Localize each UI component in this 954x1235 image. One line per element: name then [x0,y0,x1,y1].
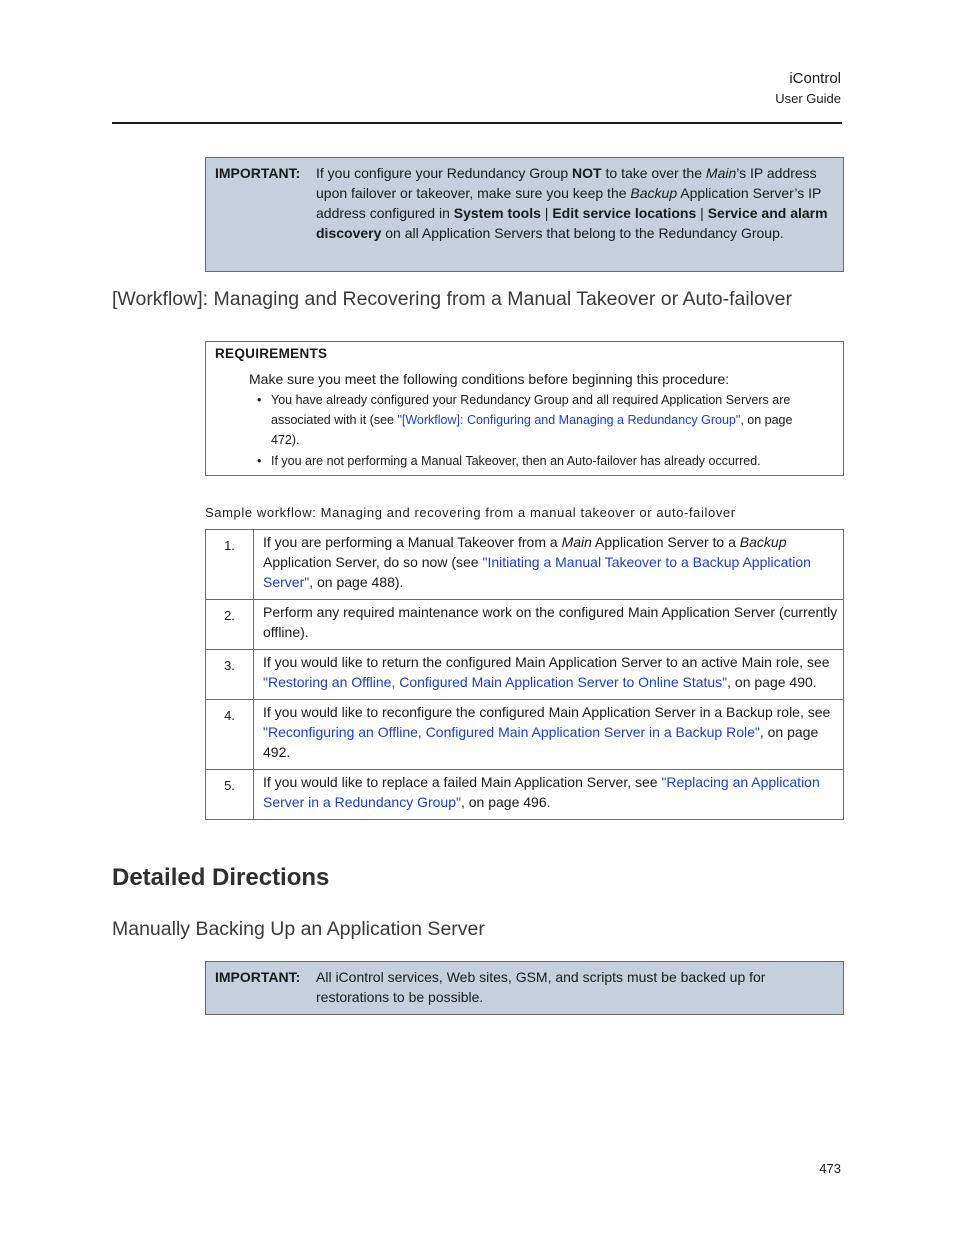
requirements-box [205,341,844,476]
step-text: If you would like to reconfigure the configured Main Application Server in a Backup role, see "Reconfiguring an Offline, Configured Main Application Server in a Backup Role", on page 492. [254,700,844,770]
workflow-caption: Sample workflow: Managing and recovering from a manual takeover or auto-failover [205,505,736,520]
workflow-heading: [Workflow]: Managing and Recovering from a Manual Takeover or Auto-failover [112,288,792,310]
table-row [206,600,844,650]
backup-heading: Manually Backing Up an Application Server [112,918,485,940]
important-label: IMPORTANT: [215,165,301,181]
header-divider [112,122,842,124]
link-configuring-redundancy-group[interactable]: "[Workflow]: Configuring and Managing a Redundancy Group" [397,413,741,427]
important-body: If you configure your Redundancy Group NOT to take over the Main’s IP address upon failover or takeover, make sure you keep the Backup Application Server’s IP address configured in System tools | Edit service locations | Service and alarm discovery on all Application Servers that belong to the Redundancy Group. [316,165,828,241]
important-note-redundancy [205,157,844,272]
step-number: 5. [206,770,254,820]
step-number: 4. [206,700,254,770]
table-row [206,700,844,770]
requirements-title: REQUIREMENTS [215,346,328,361]
link-reconfiguring-offline-main[interactable]: "Reconfiguring an Offline, Configured Main Application Server in a Backup Role" [263,724,760,740]
header-subtitle: User Guide [775,91,841,106]
table-row [206,650,844,700]
link-replacing-application-server[interactable]: "Replacing an Application Server in a Redundancy Group" [263,774,820,810]
requirements-intro: Make sure you meet the following conditions before beginning this procedure: [249,371,730,387]
table-row [206,770,844,820]
step-text: Perform any required maintenance work on the configured Main Application Server (currently offline). [254,600,844,650]
step-text: If you would like to replace a failed Main Application Server, see "Replacing an Application Server in a Redundancy Group", on page 496. [254,770,844,820]
step-number: 3. [206,650,254,700]
important-label: IMPORTANT: [215,969,301,985]
workflow-steps-table [205,529,844,820]
step-number: 2. [206,600,254,650]
important-note-backup [205,961,844,1015]
link-initiating-manual-takeover[interactable]: "Initiating a Manual Takeover to a Backup Application Server" [263,554,811,590]
page-number: 473 [819,1161,841,1176]
header-title: iControl [789,70,841,87]
link-restoring-offline-main[interactable]: "Restoring an Offline, Configured Main Application Server to Online Status" [263,674,728,690]
step-text: If you would like to return the configured Main Application Server to an active Main role, see "Restoring an Offline, Configured Main Application Server to Online Status", on page 490. [254,650,844,700]
step-text: If you are performing a Manual Takeover from a Main Application Server to a Backup Application Server, do so now (see "Initiating a Manual Takeover to a Backup Application Server", on page 488). [254,530,844,600]
table-row [206,530,844,600]
important-body: All iControl services, Web sites, GSM, and scripts must be backed up for restorations to be possible. [316,969,766,1005]
step-number: 1. [206,530,254,600]
requirements-list [254,390,823,472]
list-item: • You have already configured your Redundancy Group and all required Application Servers are associated with it (see "[Workflow]: Configuring and Managing a Redundancy Group", on page 472). [257,393,793,447]
detailed-directions-heading: Detailed Directions [112,864,330,891]
list-item: • If you are not performing a Manual Takeover, then an Auto-failover has already occurred. [257,454,761,468]
